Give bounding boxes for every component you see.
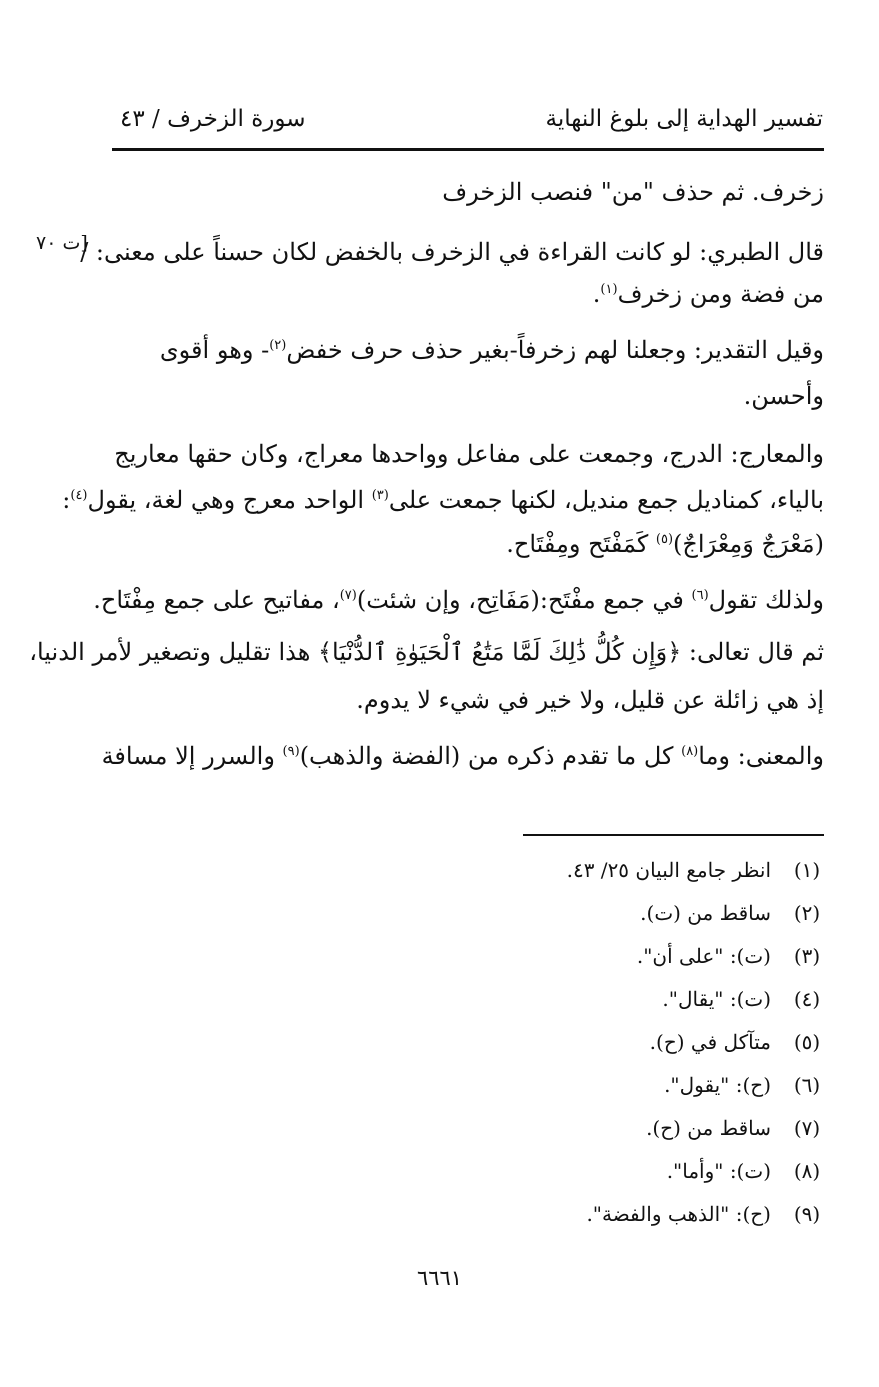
text-run: : xyxy=(62,486,71,514)
footnote-list xyxy=(309,858,829,1245)
footnote-ref[interactable]: (٤) xyxy=(70,488,88,503)
text-run: والمعنى: وما xyxy=(698,742,824,770)
text-run: من فضة ومن زخرف xyxy=(617,280,824,308)
footnote-text: (ح): "الذهب والفضة". xyxy=(586,1202,771,1226)
text-run: والسرر إلا مسافة xyxy=(101,742,283,770)
text-run: الواحد معرج وهي لغة، يقول xyxy=(87,486,372,514)
footnote-ref[interactable]: (١) xyxy=(600,282,618,297)
footnote-text: انظر جامع البيان ٢٥/ ٤٣. xyxy=(566,858,771,882)
manuscript-margin-note: [ت ٧٠ xyxy=(36,232,88,254)
text-line xyxy=(62,486,824,514)
text-run: كل ما تقدم ذكره من (الفضة والذهب) xyxy=(299,742,682,770)
footnote-ref[interactable]: (٦) xyxy=(691,588,709,603)
text-line xyxy=(593,280,824,308)
text-run: وقيل التقدير: وجعلنا لهم زخرفاً-بغير حذف حرف خفض xyxy=(286,336,824,364)
text-run: بالياء، كمناديل جمع منديل، لكنها جمعت على xyxy=(388,486,824,514)
footnote-text: متآكل في (ح). xyxy=(649,1030,771,1054)
footnote-ref[interactable]: (٧) xyxy=(339,588,357,603)
footnote-item xyxy=(309,987,829,1030)
footnote-number: (٧) xyxy=(793,1116,821,1140)
text-line xyxy=(506,530,824,558)
footnote-ref[interactable]: (٩) xyxy=(282,744,300,759)
footnote-number: (٢) xyxy=(793,901,821,925)
footnote-number: (٥) xyxy=(793,1030,821,1054)
footnote-number: (٩) xyxy=(793,1202,821,1226)
text-line: ثم قال تعالى: ﴿وَإِن كُلُّ ذَٰلِكَ لَمَّا مَتَٰعُ ٱلْحَيَوٰةِ ٱلدُّنْيَا﴾ هذا تقليل وتصغير لأمر الدنيا، xyxy=(29,638,824,666)
footnote-text: (ت): "على أن". xyxy=(636,944,771,968)
footnote-number: (٦) xyxy=(793,1073,821,1097)
footnote-ref[interactable]: (٨) xyxy=(681,744,699,759)
footnote-item xyxy=(309,1159,829,1202)
footnote-text: (ت): "يقال". xyxy=(662,987,771,1011)
footnote-item xyxy=(309,1202,829,1245)
text-line: إذ هي زائلة عن قليل، ولا خير في شيء لا يدوم. xyxy=(356,686,824,714)
footnote-number: (١) xyxy=(793,858,821,882)
footnote-text: ساقط من (ح). xyxy=(646,1116,771,1140)
footnote-item xyxy=(309,901,829,944)
text-line: والمعارج: الدرج، وجمعت على مفاعل وواحدها معراج، وكان حقها معاريج xyxy=(114,440,824,468)
running-header-surah: سورة الزخرف / ٤٣ xyxy=(120,106,306,132)
footnote-item xyxy=(309,1030,829,1073)
footnote-divider xyxy=(523,834,824,836)
footnote-item xyxy=(309,1116,829,1159)
text-line: زخرف. ثم حذف "من" فنصب الزخرف xyxy=(442,178,824,206)
footnote-number: (٣) xyxy=(793,944,821,968)
footnote-ref[interactable]: (٥) xyxy=(655,532,674,547)
footnote-text: (ح): "يقول". xyxy=(664,1073,771,1097)
text-run: . xyxy=(592,280,601,308)
text-line: وأحسن. xyxy=(743,382,824,410)
footnote-ref[interactable]: (٣) xyxy=(371,488,389,503)
text-run: (مَعْرَجٌ وَمِعْرَاجٌ) xyxy=(673,530,824,558)
footnote-text: (ت): "وأما". xyxy=(666,1159,771,1183)
text-line xyxy=(160,336,824,364)
page-number: ٦٦٦١ xyxy=(416,1266,463,1290)
running-header-book-title: تفسير الهداية إلى بلوغ النهاية xyxy=(545,106,823,132)
footnote-ref[interactable]: (٢) xyxy=(269,338,287,353)
text-line: قال الطبري: لو كانت القراءة في الزخرف بالخفض لكان حسناً على معنى: / xyxy=(80,238,824,266)
footnote-text: ساقط من (ت). xyxy=(640,901,771,925)
text-run: كَمَفْتَح ومِفْتَاح. xyxy=(506,530,656,558)
text-run: ، مفاتيح على جمع مِفْتَاح. xyxy=(93,586,340,614)
text-line xyxy=(102,742,824,770)
footnote-item xyxy=(309,858,829,901)
text-run: في جمع مفْتَح:(مَفَاتِح، وإن شئت) xyxy=(356,586,692,614)
text-run: ولذلك تقول xyxy=(708,586,824,614)
text-run: - وهو أقوى xyxy=(159,336,270,364)
footnote-number: (٨) xyxy=(793,1159,821,1183)
text-line xyxy=(93,586,824,614)
footnote-item xyxy=(309,1073,829,1116)
footnote-item xyxy=(309,944,829,987)
footnote-number: (٤) xyxy=(793,987,821,1011)
